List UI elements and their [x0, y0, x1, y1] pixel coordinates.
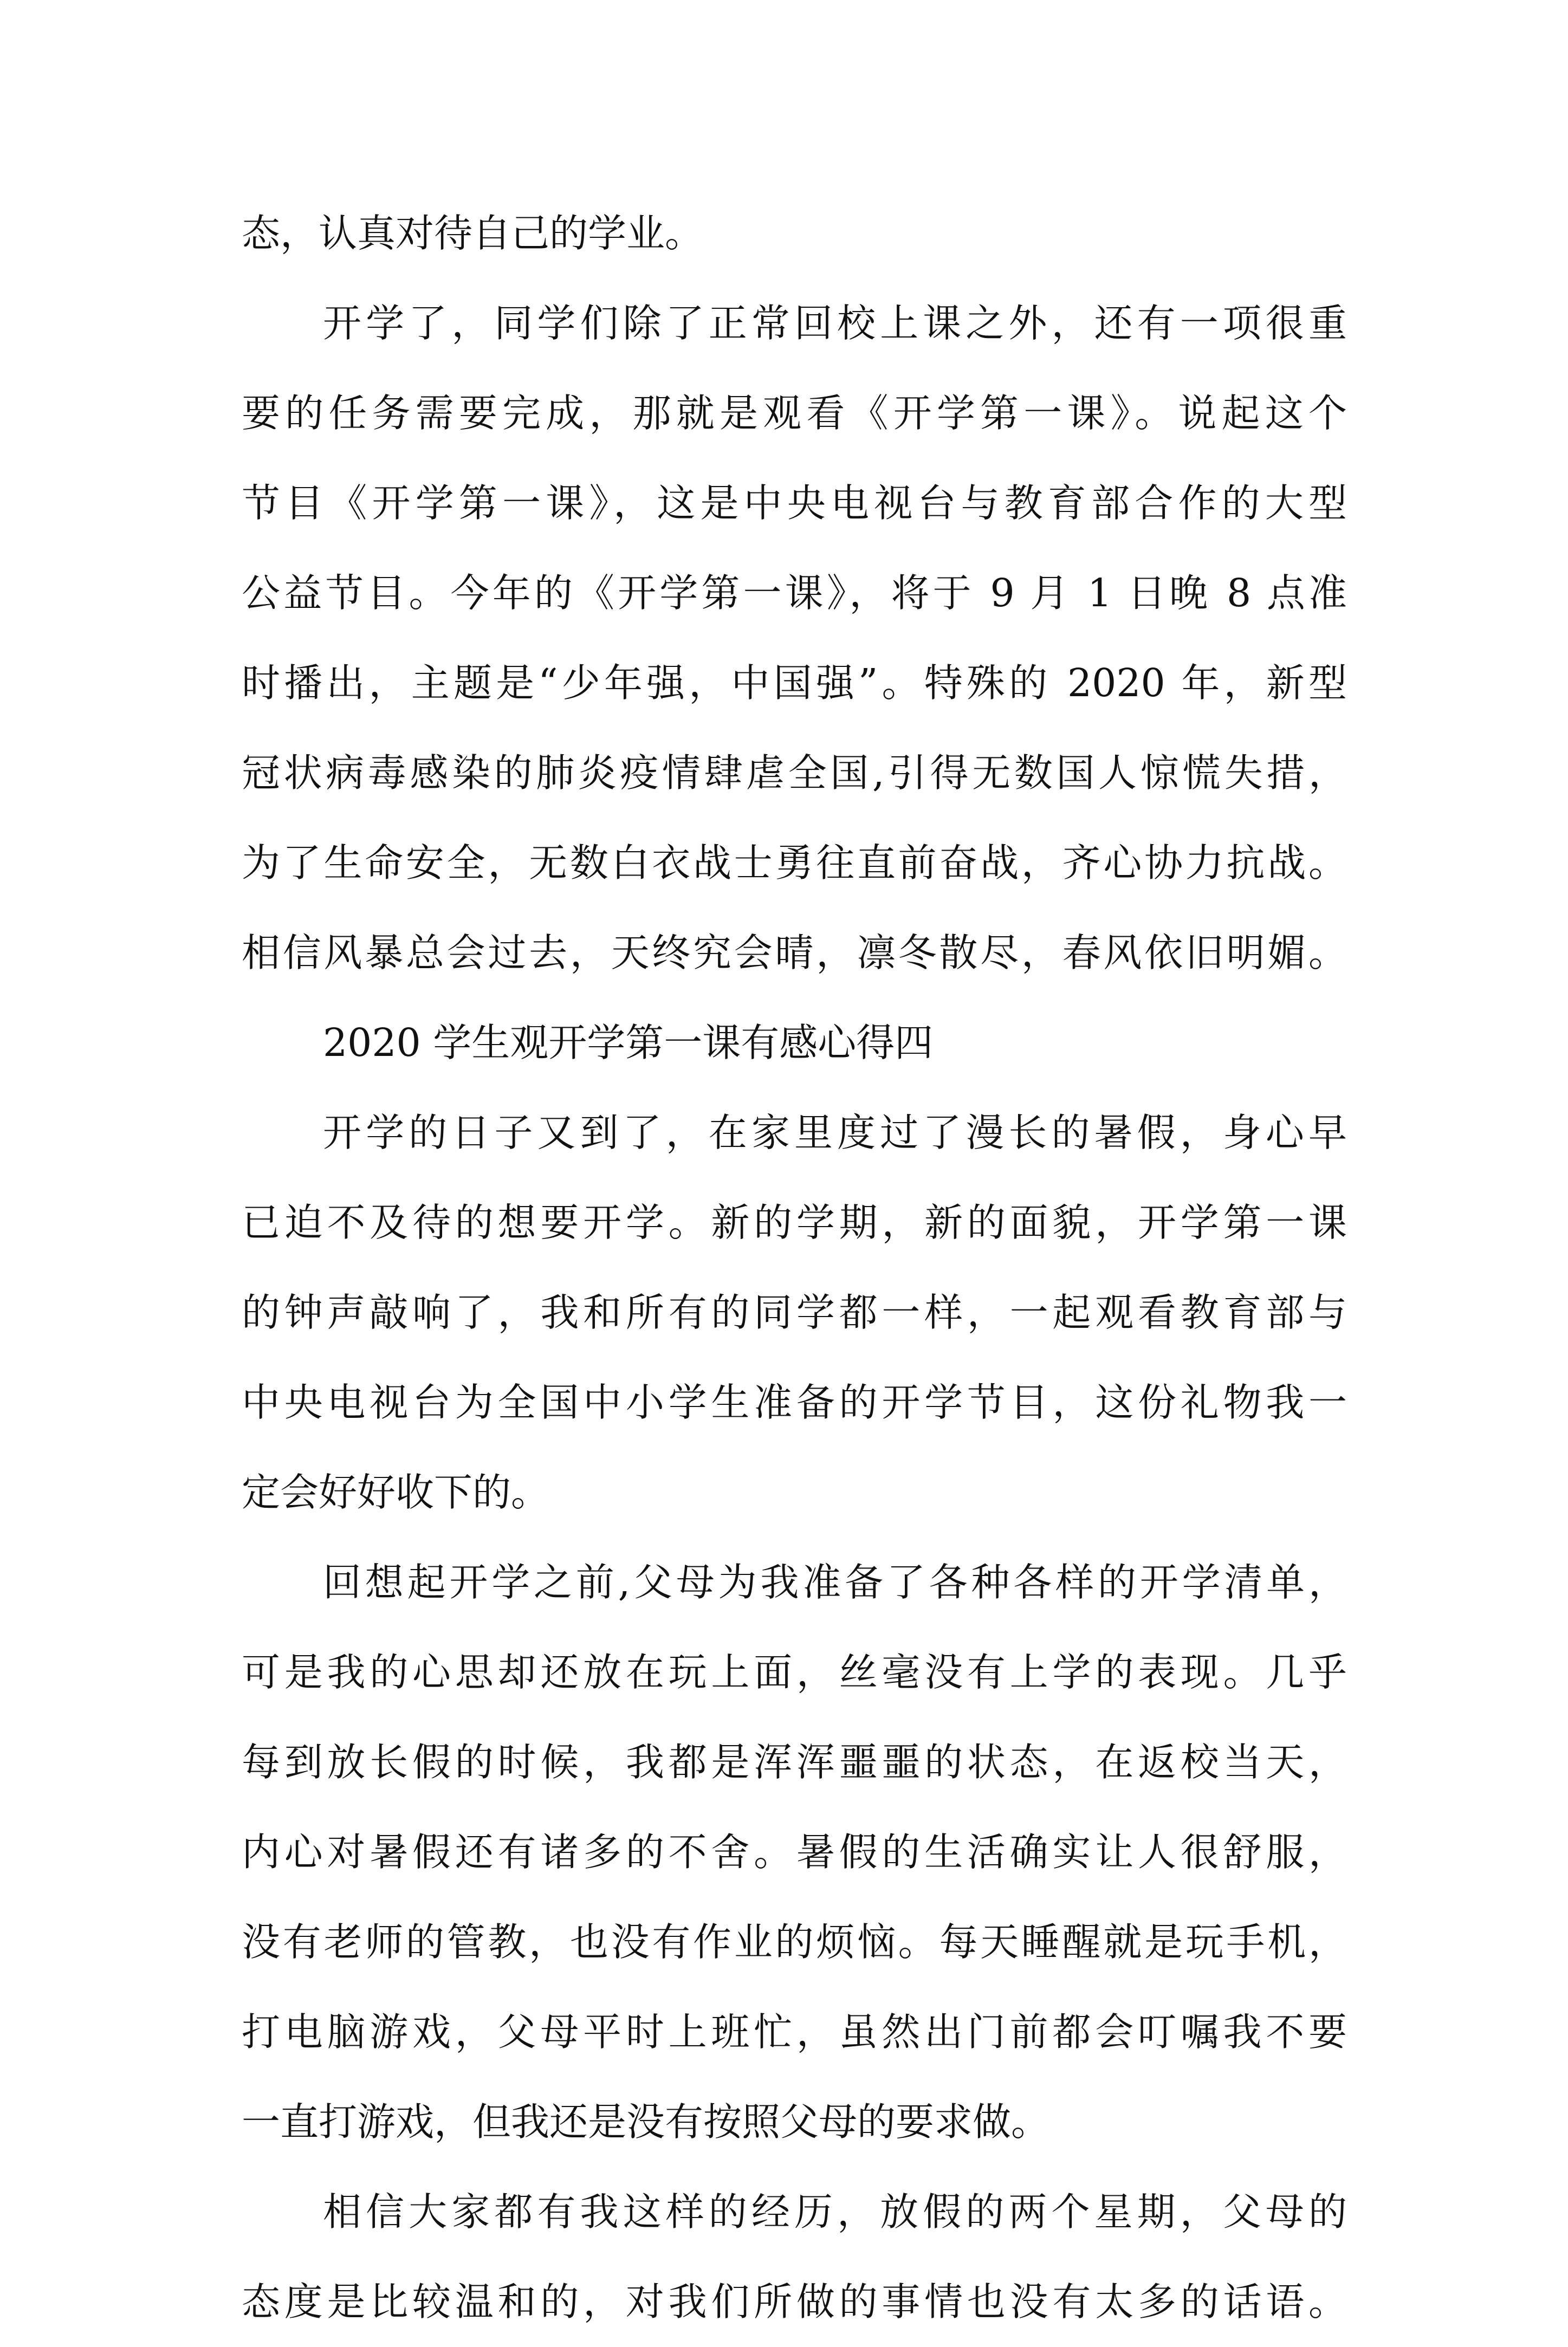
text-line: 回想起开学之前,父母为我准备了各种各样的开学清单，: [323, 1560, 1347, 1605]
text-line: 节目《开学第一课》，这是中央电视台与教育部合作的大型: [242, 481, 1347, 526]
text-line: 的钟声敲响了，我和所有的同学都一样，一起观看教育部与: [242, 1290, 1347, 1335]
section-heading: 2020 学生观开学第一课有感心得四: [323, 1020, 934, 1065]
text-line: 开学了，同学们除了正常回校上课之外，还有一项很重: [323, 301, 1347, 346]
text-line: 态，认真对待自己的学业。: [242, 211, 704, 256]
document-page: [242, 189, 1347, 2347]
text-line: 一直打游戏，但我还是没有按照父母的要求做。: [242, 2099, 1050, 2144]
text-line: 可是我的心思却还放在玩上面，丝毫没有上学的表现。几乎: [242, 1650, 1347, 1695]
text-line: 定会好好收下的。: [242, 1470, 550, 1515]
text-line: 中央电视台为全国中小学生准备的开学节目，这份礼物我一: [242, 1380, 1347, 1425]
text-line: 打电脑游戏，父母平时上班忙，虽然出门前都会叮嘱我不要: [242, 2009, 1347, 2054]
text-line: 开学的日子又到了，在家里度过了漫长的暑假，身心早: [323, 1110, 1347, 1155]
text-line: 相信风暴总会过去，天终究会晴，凛冬散尽，春风依旧明媚。: [242, 930, 1347, 975]
text-line: 相信大家都有我这样的经历，放假的两个星期，父母的: [323, 2189, 1347, 2234]
text-line: 为了生命安全，无数白衣战士勇往直前奋战，齐心协力抗战。: [242, 840, 1347, 885]
text-line: 没有老师的管教，也没有作业的烦恼。每天睡醒就是玩手机，: [242, 1920, 1347, 1965]
text-line: 态度是比较温和的，对我们所做的事情也没有太多的话语。: [242, 2279, 1347, 2324]
text-line: 每到放长假的时候，我都是浑浑噩噩的状态，在返校当天，: [242, 1740, 1347, 1785]
text-line: 公益节目。今年的《开学第一课》，将于 9 月 1 日晚 8 点准: [242, 570, 1347, 615]
text-line: 时播出，主题是“少年强，中国强”。特殊的 2020 年，新型: [242, 660, 1347, 705]
text-line: 冠状病毒感染的肺炎疫情肆虐全国,引得无数国人惊慌失措，: [242, 750, 1347, 795]
text-line: 内心对暑假还有诸多的不舍。暑假的生活确实让人很舒服，: [242, 1830, 1347, 1875]
text-line: 已迫不及待的想要开学。新的学期，新的面貌，开学第一课: [242, 1200, 1347, 1245]
text-line: 要的任务需要完成，那就是观看《开学第一课》。说起这个: [242, 391, 1347, 436]
